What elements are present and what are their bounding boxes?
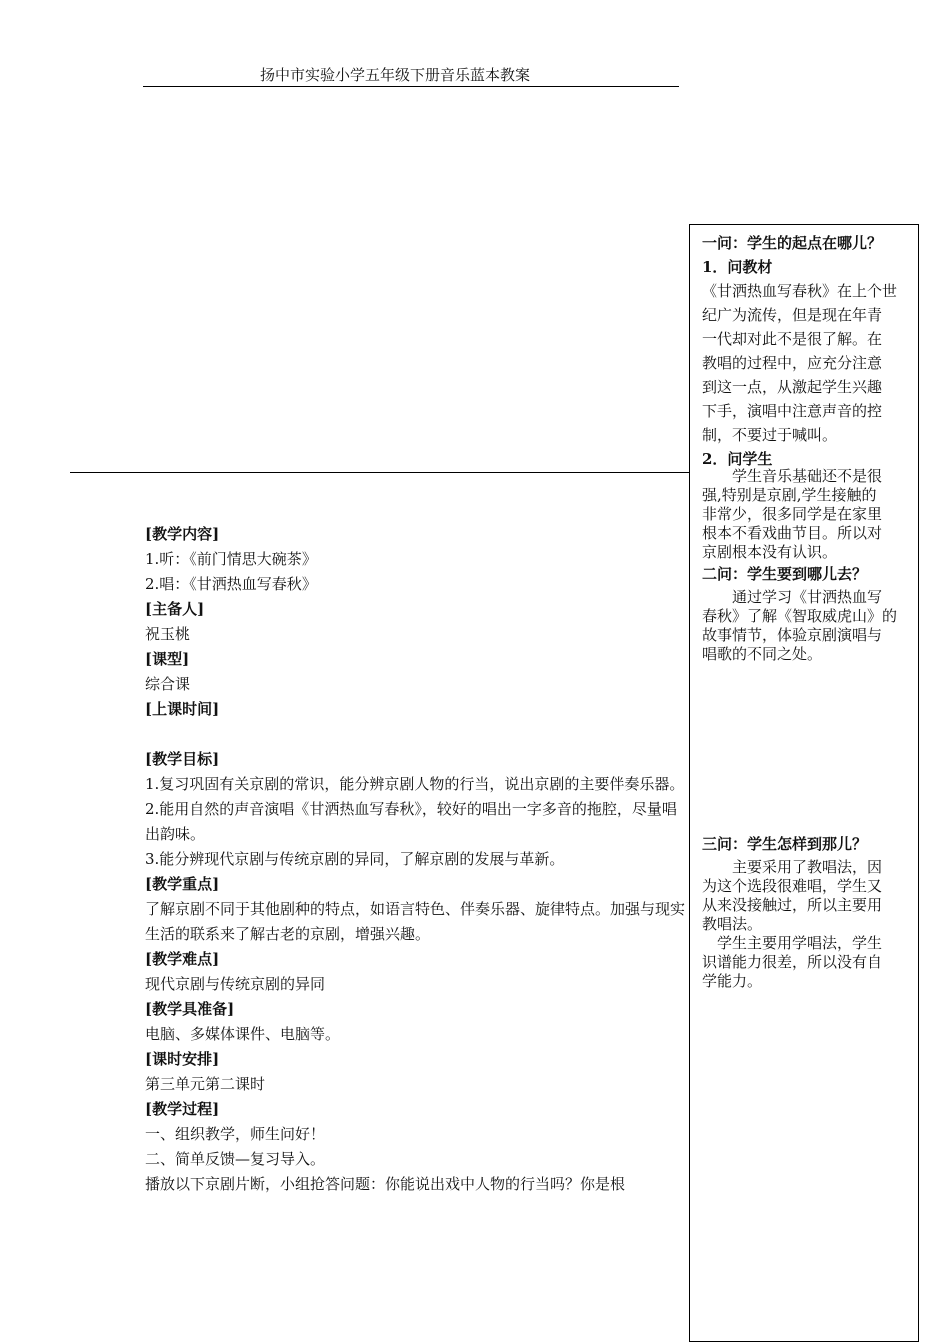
q2-line: 春秋》了解《智取威虎山》的	[702, 607, 898, 625]
type-heading: [课型]	[145, 650, 190, 668]
content-heading: [教学内容]	[145, 525, 220, 543]
q3-line: 识谱能力很差，所以没有自	[702, 953, 883, 971]
key-points-heading: [教学重点]	[145, 875, 220, 893]
process-heading: [教学过程]	[145, 1100, 220, 1118]
q3-line: 主要采用了教唱法，因	[702, 858, 883, 876]
q1-textbook-line: 教唱的过程中，应充分注意	[702, 354, 883, 372]
goal-item: 2.能用自然的声音演唱《甘洒热血写春秋》，较好的唱出一字多音的拖腔，尽量唱出韵味。	[145, 800, 677, 843]
q3-line: 为这个选段很难唱，学生又	[702, 877, 883, 895]
q2-line: 唱歌的不同之处。	[702, 645, 823, 663]
process-step: 二、简单反馈—复习导入。	[145, 1150, 326, 1168]
difficulty-text: 现代京剧与传统京剧的异同	[145, 975, 326, 993]
q1-subtitle-students: 2．问学生	[702, 450, 773, 468]
q3-line: 学生主要用学唱法，学生	[702, 934, 883, 952]
materials-text: 电脑、多媒体课件、电脑等。	[145, 1025, 341, 1043]
q1-students-line: 非常少，很多同学是在家里	[702, 505, 883, 523]
sidebar-question-2	[702, 565, 912, 664]
materials-heading: [教学具准备]	[145, 1000, 235, 1018]
q1-textbook-line: 下手，演唱中注意声音的控	[702, 402, 883, 420]
preparer-name: 祝玉桃	[145, 625, 191, 643]
q1-textbook-line: 一代却对此不是很了解。在	[702, 330, 883, 348]
page-header-title: 扬中市实验小学五年级下册音乐蓝本教案	[260, 66, 531, 84]
q1-textbook-line: 到这一点，从激起学生兴趣	[702, 378, 883, 396]
sidebar-students-text	[702, 467, 912, 562]
q1-students-line: 学生音乐基础还不是很	[702, 467, 883, 485]
schedule-text: 第三单元第二课时	[145, 1075, 266, 1093]
process-step: 一、组织教学，师生问好！	[145, 1125, 326, 1143]
preparer-heading: [主备人]	[145, 600, 205, 618]
difficulty-heading: [教学难点]	[145, 950, 220, 968]
content-item: 1.听：《前门情思大碗茶》	[145, 550, 317, 568]
lesson-type: 综合课	[145, 675, 191, 693]
lesson-plan-body	[145, 522, 685, 1197]
q3-title: 三问：学生怎样到那儿？	[702, 835, 868, 853]
time-heading: [上课时间]	[145, 700, 220, 718]
sidebar-question-1	[702, 231, 912, 471]
q2-line: 故事情节，体验京剧演唱与	[702, 626, 883, 644]
q1-textbook-line: 制，不要过于喊叫。	[702, 426, 838, 444]
goal-item: 3.能分辨现代京剧与传统京剧的异同，了解京剧的发展与革新。	[145, 850, 565, 868]
q1-title: 一问：学生的起点在哪儿？	[702, 234, 883, 252]
q1-students-line: 京剧根本没有认识。	[702, 543, 838, 561]
key-points-text: 了解京剧不同于其他剧种的特点，如语言特色、伴奏乐器、旋律特点。加强与现实生活的联系来了解古老的京剧，增强兴趣。	[145, 900, 686, 943]
goals-heading: [教学目标]	[145, 750, 220, 768]
sidebar-question-3	[702, 835, 912, 991]
q3-line: 学能力。	[702, 972, 763, 990]
q1-textbook-line: 纪广为流传，但是现在年青	[702, 306, 883, 324]
process-step: 播放以下京剧片断，小组抢答问题：你能说出戏中人物的行当吗？你是根	[145, 1175, 626, 1193]
content-item: 2.唱：《甘洒热血写春秋》	[145, 575, 317, 593]
q1-students-line: 强,特别是京剧,学生接触的	[702, 486, 877, 504]
q1-subtitle-textbook: 1．问教材	[702, 258, 773, 276]
q2-line: 通过学习《甘洒热血写	[702, 588, 883, 606]
q2-title: 二问：学生要到哪儿去？	[702, 565, 868, 583]
q1-textbook-line: 《甘洒热血写春秋》在上个世	[702, 282, 898, 300]
section-rule	[70, 472, 690, 473]
q1-students-line: 根本不看戏曲节目。所以对	[702, 524, 883, 542]
q3-line: 教唱法。	[702, 915, 763, 933]
header-rule	[143, 86, 679, 87]
schedule-heading: [课时安排]	[145, 1050, 220, 1068]
goal-item: 1.复习巩固有关京剧的常识，能分辨京剧人物的行当，说出京剧的主要伴奏乐器。	[145, 775, 685, 793]
q3-line: 从来没接触过，所以主要用	[702, 896, 883, 914]
